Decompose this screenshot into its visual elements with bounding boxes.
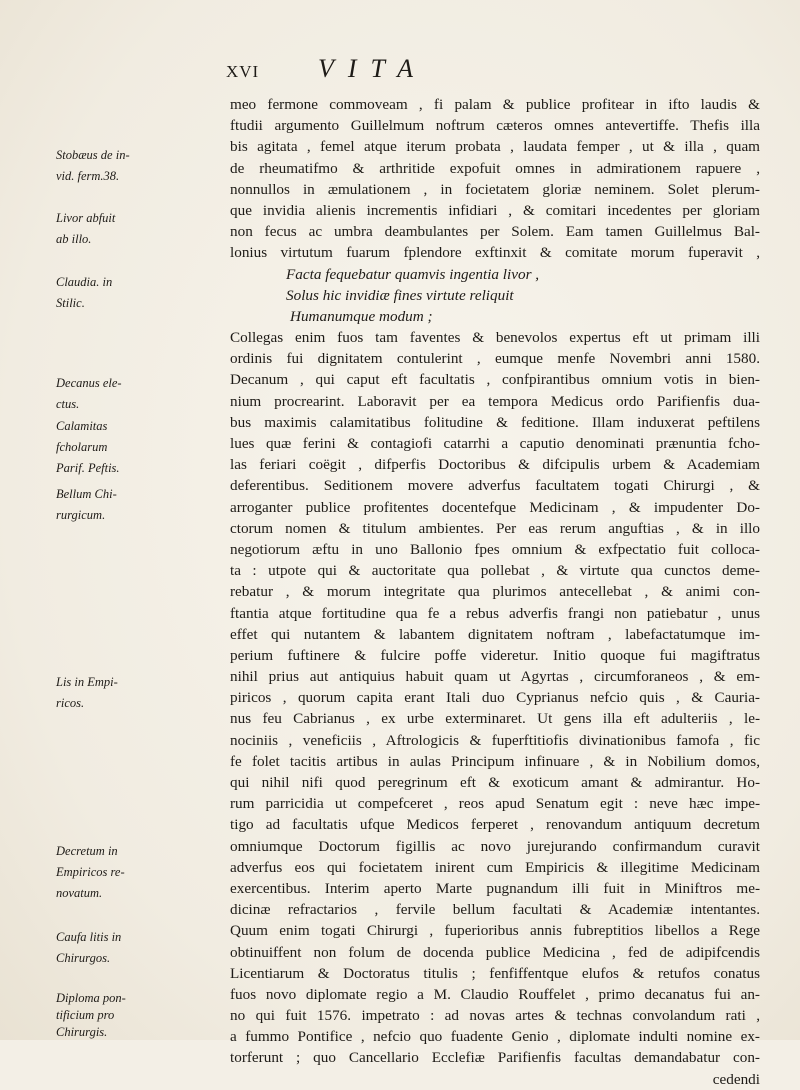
margin-note-line: Calamitas [56, 419, 108, 433]
text-line: a fummo Pontifice , nefcio quo fuadente Genio , diplomate indulti nomine ex- [230, 1028, 760, 1046]
margin-note-line: Lis in Empi- [56, 675, 118, 689]
text-line: ftantia atque fortitudine qua fe a rebus adverfis frangi non patiebatur , unus [230, 604, 760, 622]
text-line: nociniis , veneficiis , Aftrologicis & fuperftitiofis divinationibus famofa , fic [230, 731, 760, 749]
text-line: piricos , quorum capita erant Itali duo Cyprianus nefcio quis , & Cauria- [230, 689, 760, 707]
text-line: fe folet tacitis artibus in aulas Principum infinuare , & in Nobilium domos, [230, 752, 760, 770]
margin-note-line: Diploma pon- [56, 991, 126, 1005]
margin-note-line: Caufa litis in [56, 930, 122, 944]
margin-note [56, 672, 132, 714]
text-line: adverfus eos qui focietatem inirent cum Empiricis & illegitime Medicinam [230, 858, 760, 876]
text-line: obtinuiffent non folum de docenda publice Medicina , fed de adipifcendis [230, 943, 760, 961]
text-line: no qui fuit 1576. impetrato : ad novas artes & technas convolandum rati , [230, 1007, 760, 1025]
margin-notes [0, 0, 130, 1040]
margin-note-line: Bellum Chi- [56, 487, 117, 501]
text-line: dicinæ refractarios , fervile bellum facultati & Academiæ intentantes. [230, 901, 760, 919]
margin-note [56, 208, 132, 250]
text-line: effet qui nutantem & labantem dignitatem noftram , labefactatumque im- [230, 625, 760, 643]
text-line: Licentiarum & Doctoratus titulis ; fenfiffentque elufos & retufos conatus [230, 964, 760, 982]
text-line: meo fermone commoveam , fi palam & publice profitear in ifto laudis & [230, 96, 760, 113]
margin-note-line: Empiricos re- [56, 865, 125, 879]
margin-note [56, 145, 132, 187]
margin-note [56, 272, 132, 314]
verse-line: Humanumque modum ; [290, 307, 433, 325]
text-line: lonius virtutum fuarum fplendore exftinxit & comitate morum fuperavit , [230, 244, 760, 262]
text-line: de rheumatifmo & arthritide expofuit omnes in admirationem rapuere , [230, 159, 760, 177]
margin-note-line: Decretum in [56, 844, 118, 858]
margin-note-line: vid. ferm.38. [56, 169, 120, 183]
text-line: ta : utpote qui & auctoritate qua pollebat , & virtute qua cunctos deme- [230, 562, 760, 580]
text-line: bus maximis calamitatibus folitudine & feditione. Illam induxerat peftilens [230, 413, 760, 431]
margin-note-line: Chirurgis. [56, 1025, 108, 1039]
text-line: torferunt ; quo Cancellario Ecclefiæ Parifienfis facultas demandabatur con- [230, 1049, 760, 1067]
body-text [230, 94, 760, 1090]
text-line: arroganter publice profitentes docentefque Medicinam , & impudenter Do- [230, 498, 760, 516]
text-line: negotiorum æftu in uno Ballonio fpes omnium & exfpectatio fuit colloca- [230, 540, 760, 558]
text-line: ordinis fui dignitatem contulerint , eumque menfe Novembri anni 1580. [230, 350, 760, 368]
verse-line: Facta fequebatur quamvis ingentia livor , [286, 265, 540, 283]
margin-note-line: Decanus ele- [56, 376, 122, 390]
catchword: cedendi [712, 1070, 760, 1088]
margin-note-line: Stilic. [56, 296, 85, 310]
text-line: Collegas enim fuos tam faventes & benevolos expertus eft ut primam illi [230, 329, 760, 347]
margin-note-line: ctus. [56, 397, 80, 411]
text-line: Decanum , qui caput eft facultatis , confpirantibus omnium votis in bien- [230, 371, 760, 389]
text-line: qui nihil nifi quod peregrinum eft & exoticum amant & admirantur. Ho- [230, 774, 760, 791]
margin-note-line: tificium pro [56, 1008, 115, 1022]
verse-line: Solus hic invidiæ fines virtute reliquit [286, 286, 514, 304]
margin-note [56, 373, 132, 415]
text-line: nium procrearint. Laboravit per ea tempora Medicus ordo Parifienfis dua- [230, 392, 760, 410]
text-line: rum parricidia ut compefceret , reos apud Senatum egit : neve hæc impe- [230, 795, 760, 813]
margin-note-line: rurgicum. [56, 508, 106, 522]
text-line: omniumque Doctorum figillis ac novo jurejurando confirmandum curavit [230, 837, 760, 855]
margin-note-line: novatum. [56, 886, 103, 900]
margin-note-line: Parif. Peftis. [56, 461, 120, 475]
margin-note [56, 416, 132, 479]
text-line: fuos novo diplomate regio a M. Claudio Rouffelet , primo decanatus fui an- [230, 985, 760, 1003]
text-line: nonnullos in æmulationem , in focietatem gloriæ neminem. Solet plerum- [230, 180, 760, 198]
text-line: rebatur , & morum integritate qua plurimos antecellebat , & animi con- [230, 583, 760, 601]
margin-note-line: Claudia. in [56, 275, 113, 289]
text-line: exercentibus. Interim aperto Marte pugnandum illi fuit in Miniftros me- [230, 879, 760, 897]
text-line: nihil prius aut antiquius habuit quam ut Agyrtas , circumforaneos , & em- [230, 668, 760, 686]
margin-note [56, 927, 132, 969]
margin-note-line: ricos. [56, 696, 85, 710]
text-line: perium fuftinere & fulcire poffe videretur. Initio quoque fui magiftratus [230, 646, 760, 664]
page-number: XVI [226, 62, 260, 81]
text-line: ftudii argumento Guillelmum noftrum cæteros omnes antevertiffe. Thefis illa [230, 117, 760, 135]
margin-note [56, 990, 132, 1041]
text-line: tigo ad facultatis ufque Medicos ferperet , renovandum antiquum decretum [230, 816, 760, 834]
text-line: ctorum nomen & titulum ambientes. Per eas rerum anguftias , & in illo [230, 519, 760, 537]
margin-note [56, 841, 132, 904]
text-line: nus feu Cabrianus , ex urbe exterminaret. Ut gens illa eft adulteriis , le- [230, 710, 760, 728]
margin-note-line: fcholarum [56, 440, 108, 454]
margin-note [56, 484, 132, 526]
text-line: bis agitata , femel atque iterum probata , laudata femper , ut & illa , quam [230, 138, 760, 156]
text-line: deferentibus. Seditionem movere adverfus facultatem togati Chirurgi , & [230, 477, 760, 495]
text-line: Quum enim togati Chirurgi , fuperioribus annis fubreptitios libellos a Rege [230, 922, 760, 940]
text-line: que invidia alienis incrementis infidiari , & comitari incedentes per gloriam [230, 201, 760, 219]
margin-note-line: Livor abfuit [56, 211, 116, 225]
margin-note-line: Stobæus de in- [56, 148, 130, 162]
text-line: non fecus ac umbra deambulantes per Solem. Eam tamen Guillelmus Bal- [230, 223, 760, 241]
margin-note-line: ab illo. [56, 232, 92, 246]
text-line: las feriari coëgit , difperfis Doctoribus & difcipulis urbem & Academiam [230, 456, 760, 474]
running-title: VITA [318, 54, 427, 83]
text-line: lues quæ ferini & contagiofi catarrhi a caputio denominati prænuntia fcho- [230, 435, 760, 452]
margin-note-line: Chirurgos. [56, 951, 111, 965]
